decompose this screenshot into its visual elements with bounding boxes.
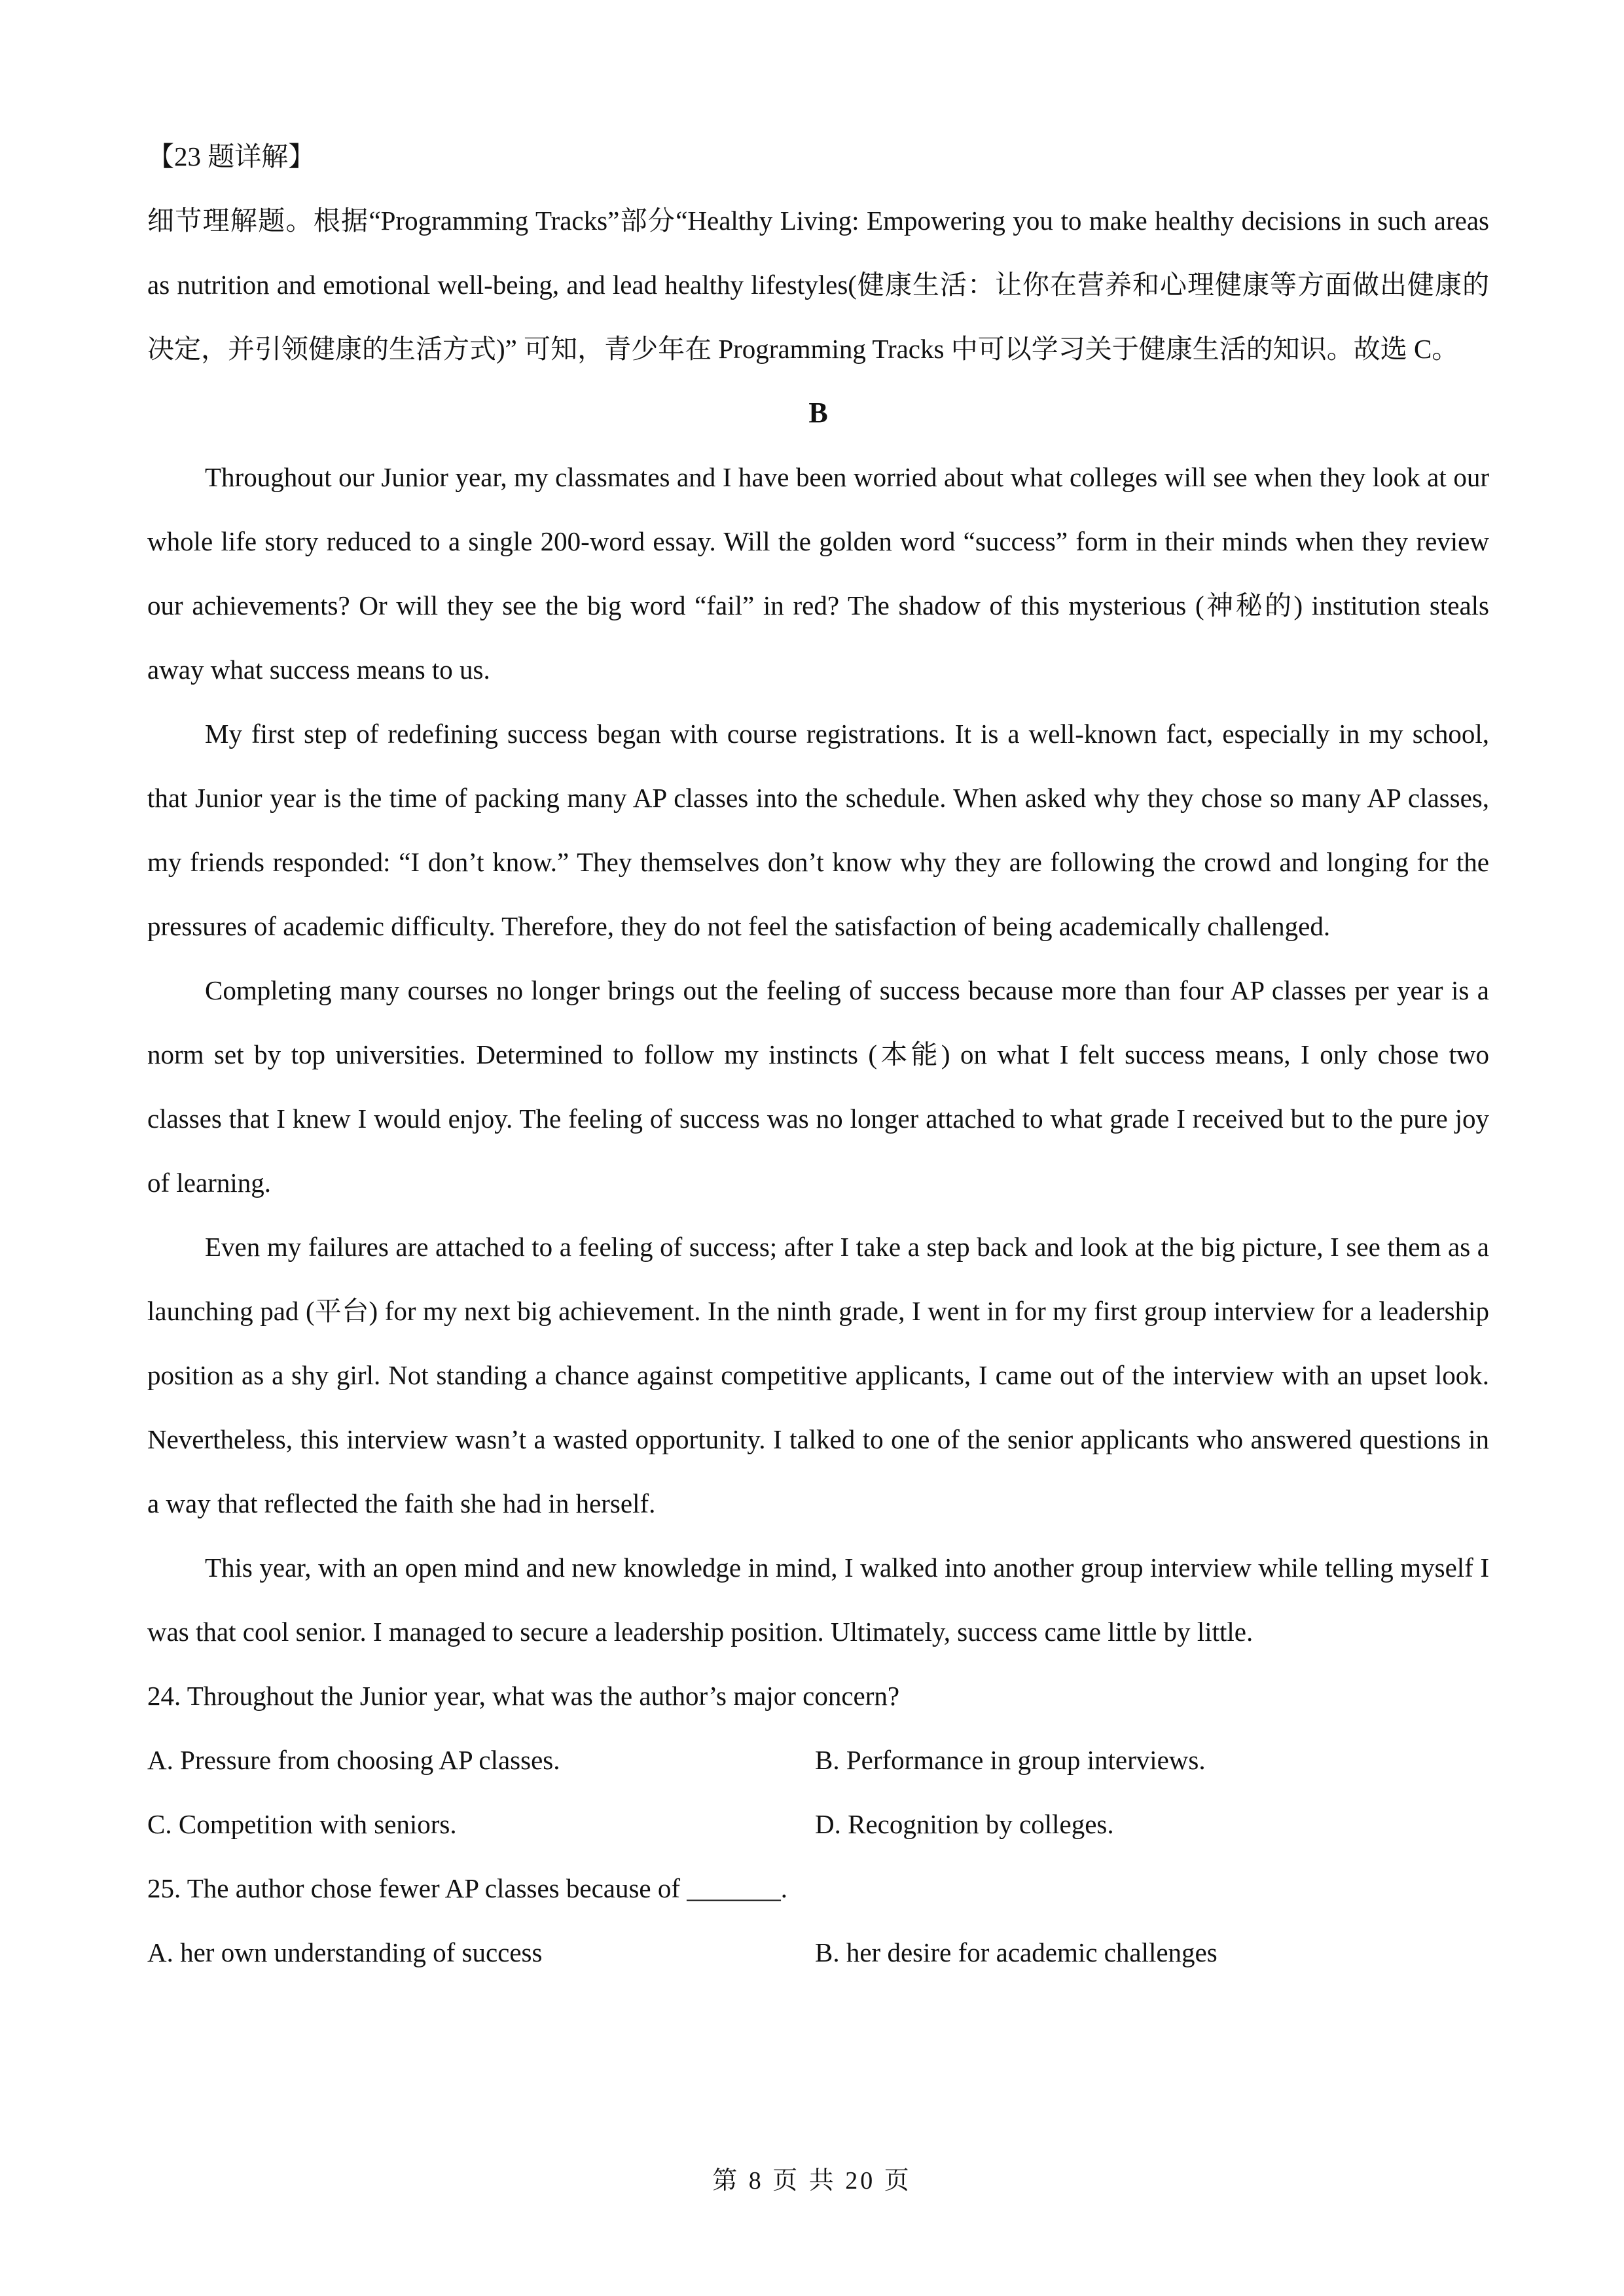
page-footer: 第 8 页 共 20 页 <box>712 2167 912 2195</box>
answer-23-explanation: 细节理解题。根据“Programming Tracks”部分“Healthy Living: Empowering you to make healthy decisions in such areas as nutrition and emotional well-being, and lead healthy lifestyles(健康生活：让你在营养和心理健康等方面做出健康的决定，并引领健康的生活方式)” 可知，青少年在 Programming Tracks 中可以学习关于健康生活的知识。故选 C。 <box>147 206 1489 364</box>
passage-paragraph-2: My first step of redefining success began with course registrations. It is a well-known fact, especially in my school, that Junior year is the time of packing many AP classes into the schedule. When asked why they chose so many AP classes, my friends responded: “I don’t know.” They themselves don’t know why they are following the crowd and longing for the pressures of academic difficulty. Therefore, they do not feel the satisfaction of being academically challenged. <box>147 719 1489 941</box>
passage-paragraph-3: Completing many courses no longer brings out the feeling of success because more than four AP classes per year is a norm set by top universities. Determined to follow my instincts (本能) on what I felt success means, I only chose two classes that I knew I would enjoy. The feeling of success was no longer attached to what grade I received but to the pure joy of learning. <box>147 975 1489 1198</box>
passage-label: B <box>808 397 828 429</box>
passage-paragraph-5: This year, with an open mind and new knowledge in mind, I walked into another group interview while telling myself I was that cool senior. I managed to secure a leadership position. Ultimately, success came little by little. <box>147 1552 1489 1647</box>
question-24-option-d: D. Recognition by colleges. <box>815 1809 1114 1839</box>
question-25-options-row-1 <box>147 1920 1489 1984</box>
question-24-options-row-1 <box>147 1728 1489 1792</box>
passage-paragraph-4: Even my failures are attached to a feeling of success; after I take a step back and look at the big picture, I see them as a launching pad (平台) for my next big achievement. In the ninth grade, I went in for my first group interview for a leadership position as a shy girl. Not standing a chance against competitive applicants, I came out of the interview with an upset look. Nevertheless, this interview wasn’t a wasted opportunity. I talked to one of the senior applicants who answered questions in a way that reflected the faith she had in herself. <box>147 1232 1489 1518</box>
question-24-stem: 24. Throughout the Junior year, what was the author’s major concern? <box>147 1681 900 1711</box>
question-25-option-a: A. her own understanding of success <box>147 1937 543 1967</box>
question-24-option-a: A. Pressure from choosing AP classes. <box>147 1745 560 1775</box>
question-25-option-b: B. her desire for academic challenges <box>815 1937 1218 1967</box>
question-24-option-c: C. Competition with seniors. <box>147 1809 457 1839</box>
answer-23-heading: 【23 题详解】 <box>147 141 316 171</box>
question-24-options-row-2 <box>147 1792 1489 1856</box>
question-24-option-b: B. Performance in group interviews. <box>815 1745 1206 1775</box>
document-page <box>147 124 1489 1984</box>
passage-paragraph-1: Throughout our Junior year, my classmates and I have been worried about what colleges will see when they look at our whole life story reduced to a single 200-word essay. Will the golden word “success” form in their minds when they review our achievements? Or will they see the big word “fail” in red? The shadow of this mysterious (神秘的) institution steals away what success means to us. <box>147 462 1489 685</box>
question-25-stem: 25. The author chose fewer AP classes because of _______. <box>147 1873 788 1903</box>
